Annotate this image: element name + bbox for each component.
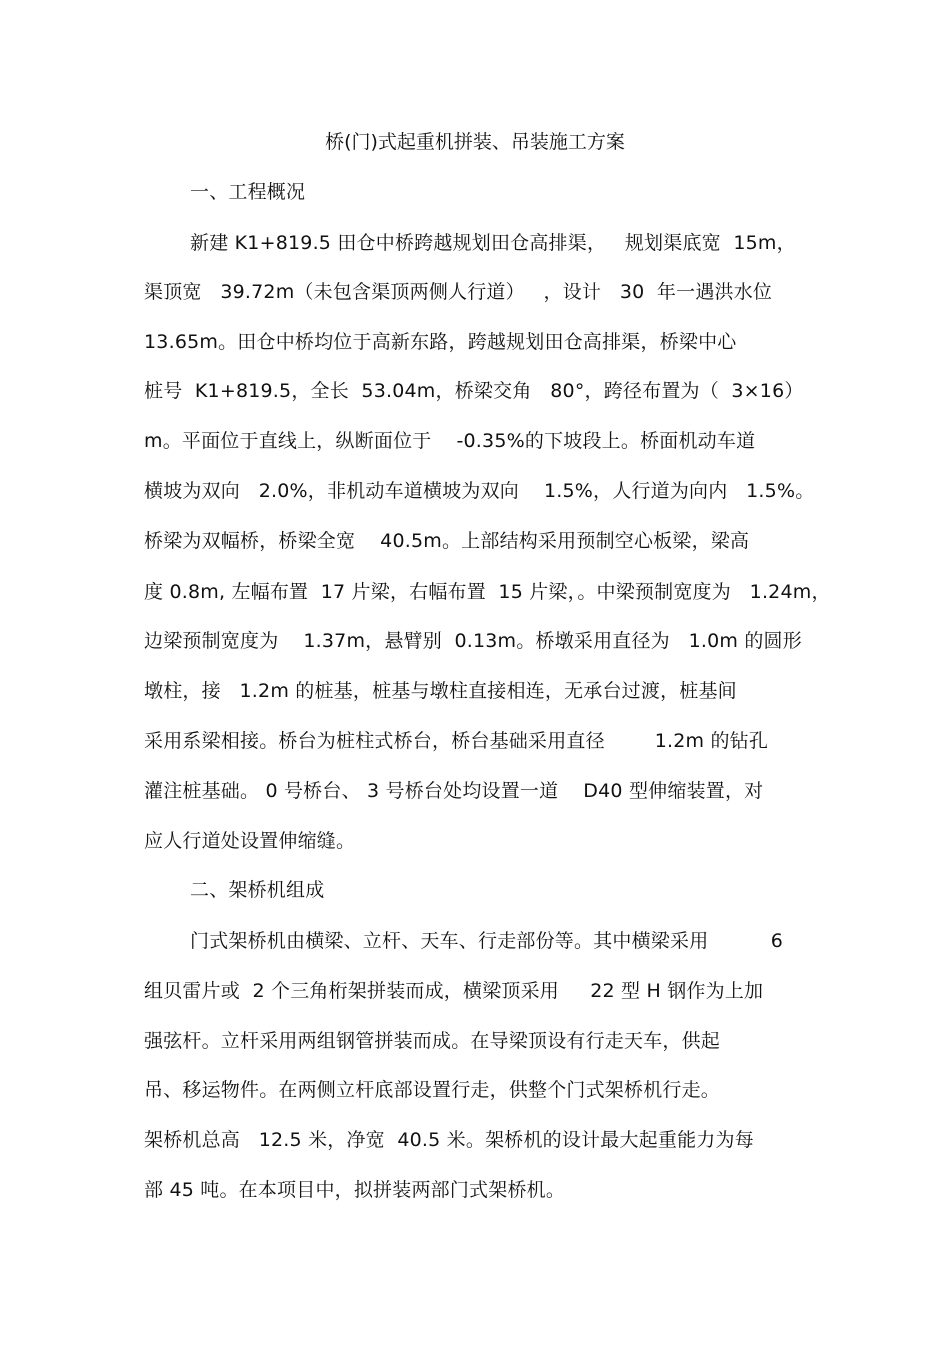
paragraph-line: 桥梁为双幅桥，桥梁全宽 40.5m。上部结构采用预制空心板梁，梁高 [144,530,750,552]
paragraph-line: 13.65m。田仓中桥均位于高新东路，跨越规划田仓高排渠，桥梁中心 [144,331,737,353]
paragraph-line: 架桥机总高 12.5 米，净宽 40.5 米。架桥机的设计最大起重能力为每 [144,1129,754,1151]
paragraph-line: 灌注桩基础。 0 号桥台、 3 号桥台处均设置一道 D40 型伸缩装置，对 [144,780,764,802]
section-heading-overview: 一、工程概况 [190,181,306,203]
paragraph-line: 墩柱，接 1.2m 的桩基，桩基与墩柱直接相连，无承台过渡，桩基间 [144,680,737,702]
paragraph-line: 门式架桥机由横梁、立杆、天车、行走部份等。其中横梁采用 6 [190,930,784,952]
paragraph-line: 渠顶宽 39.72m（未包含渠顶两侧人行道） ，设计 30 年一遇洪水位 [144,281,773,303]
paragraph-line: 边梁预制宽度为 1.37m，悬臂别 0.13m。桥墩采用直径为 1.0m 的圆形 [144,630,802,652]
section-heading-components: 二、架桥机组成 [190,879,325,901]
paragraph-line: 应人行道处设置伸缩缝。 [144,830,356,852]
paragraph-line: 部 45 吨。在本项目中，拟拼装两部门式架桥机。 [144,1179,566,1201]
paragraph-line: 吊、移运物件。在两侧立杆底部设置行走，供整个门式架桥机行走。 [144,1079,721,1101]
paragraph-line: 新建 K1+819.5 田仓中桥跨越规划田仓高排渠， 规划渠底宽 15m， [190,232,796,254]
paragraph-line: 强弦杆。立杆采用两组钢管拼装而成。在导梁顶设有行走天车，供起 [144,1030,721,1052]
paragraph-line: 桩号 K1+819.5，全长 53.04m，桥梁交角 80°，跨径布置为（ 3×16） [144,380,804,402]
paragraph-line: 组贝雷片或 2 个三角桁架拼装而成，横梁顶采用 22 型 H 钢作为上加 [144,980,764,1002]
document-title: 桥(门)式起重机拼装、吊装施工方案 [325,131,625,153]
paragraph-line: 采用系梁相接。桥台为桩柱式桥台，桥台基础采用直径 1.2m 的钻孔 [144,730,769,752]
paragraph-line: 度 0.8m, 左幅布置 17 片梁，右幅布置 15 片梁，。中梁预制宽度为 1.24m， [144,581,831,603]
paragraph-line: m。平面位于直线上，纵断面位于 -0.35%的下坡段上。桥面机动车道 [144,430,756,452]
paragraph-line: 横坡为双向 2.0%，非机动车道横坡为双向 1.5%，人行道为向内 1.5%。 [144,480,815,502]
